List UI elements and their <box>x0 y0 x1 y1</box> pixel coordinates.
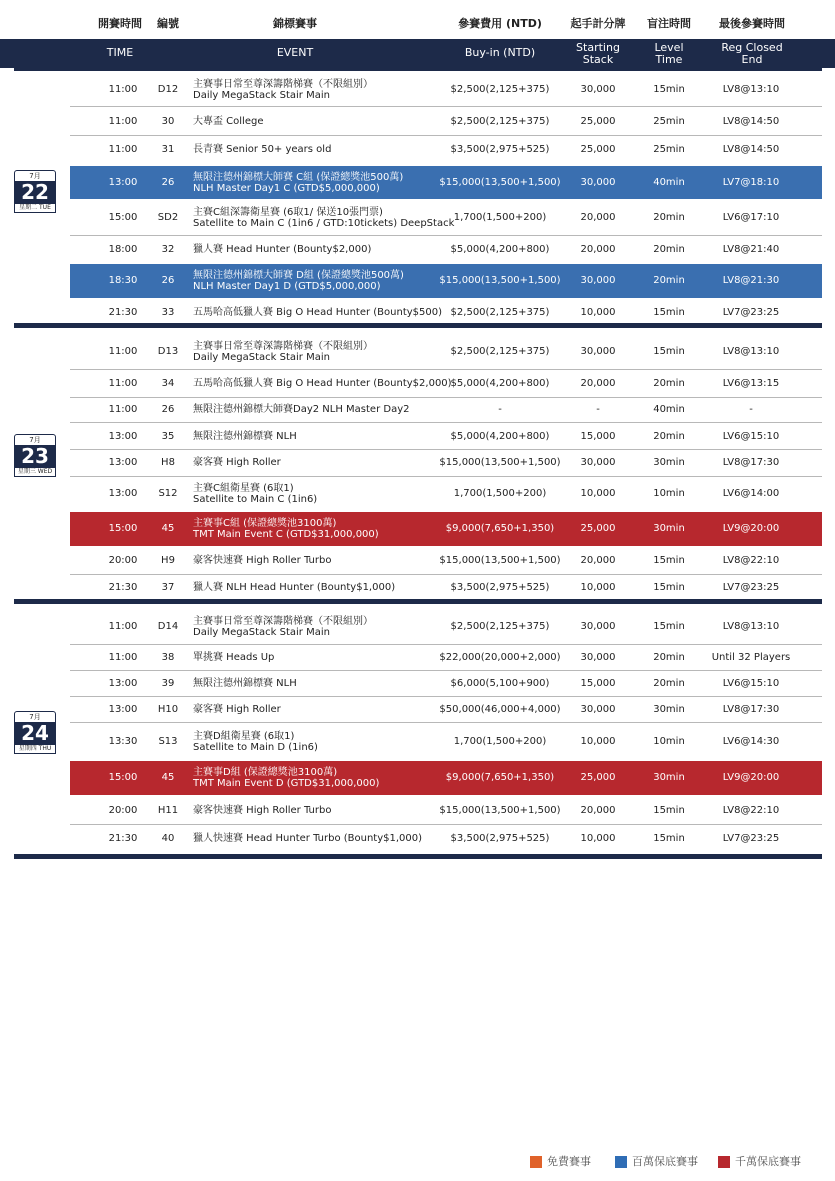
table-row <box>70 450 822 476</box>
cell-buyin: $2,500(2,125+375) <box>450 307 550 318</box>
cell-reg: LV6@17:10 <box>722 212 780 223</box>
cell-stack: 20,000 <box>580 244 616 255</box>
header-reg-en-2: End <box>741 53 763 66</box>
cell-stack: 10,000 <box>580 736 616 747</box>
cell-time: 15:00 <box>108 212 138 223</box>
cell-no: 26 <box>161 177 175 188</box>
event-name-cn: 豪客快速賽 High Roller Turbo <box>193 555 332 566</box>
cell-buyin: $22,000(20,000+2,000) <box>439 652 561 663</box>
cell-no: 33 <box>161 307 175 318</box>
cell-level: 30min <box>653 457 685 468</box>
date-weekday: 星期四 THU <box>14 744 56 754</box>
cell-event <box>193 767 379 789</box>
event-name-cn: 長青賽 Senior 50+ years old <box>193 144 332 155</box>
cell-no: 31 <box>161 144 175 155</box>
event-name-cn: 主賽事C組 (保證總獎池3100萬) <box>193 518 337 529</box>
cell-level: 15min <box>653 555 685 566</box>
cell-buyin: $15,000(13,500+1,500) <box>439 555 561 566</box>
cell-time: 13:00 <box>108 704 138 715</box>
cell-level: 15min <box>653 346 685 357</box>
day-divider-bar <box>14 66 822 71</box>
cell-time: 13:00 <box>108 177 138 188</box>
cell-event <box>193 378 452 389</box>
cell-level: 15min <box>653 621 685 632</box>
cell-reg: - <box>749 404 753 415</box>
event-name-cn: 五馬哈高低獵人賽 Big O Head Hunter (Bounty$500) <box>193 307 443 318</box>
cell-event <box>193 652 274 663</box>
event-name-cn: 主賽事日常至尊深籌階梯賽（不限組別） <box>193 616 373 627</box>
cell-stack: 25,000 <box>580 116 616 127</box>
cell-reg: LV6@14:00 <box>722 488 780 499</box>
cell-stack: 30,000 <box>580 621 616 632</box>
date-badge <box>14 711 56 754</box>
header-reg-en <box>702 42 802 66</box>
cell-time: 20:00 <box>108 805 138 816</box>
cell-no: 39 <box>161 678 175 689</box>
cell-event <box>193 483 317 505</box>
cell-event <box>193 518 379 540</box>
cell-no: D13 <box>157 346 179 357</box>
cell-buyin: $6,000(5,100+900) <box>450 678 550 689</box>
cell-buyin: $3,500(2,975+525) <box>450 144 550 155</box>
cell-reg: Until 32 Players <box>711 652 791 663</box>
cell-no: SD2 <box>157 212 179 223</box>
event-name-cn: 主賽事日常至尊深籌階梯賽（不限組別） <box>193 341 373 352</box>
cell-no: D14 <box>157 621 179 632</box>
cell-no: 34 <box>161 378 175 389</box>
row-separator <box>70 422 822 423</box>
cell-stack: 25,000 <box>580 144 616 155</box>
table-row <box>70 797 822 824</box>
header-stack-cn: 起手計分牌 <box>570 17 626 30</box>
cell-reg: LV6@13:15 <box>722 378 780 389</box>
cell-stack: 10,000 <box>580 488 616 499</box>
cell-stack: - <box>596 404 600 415</box>
table-row <box>70 671 822 696</box>
date-day: 22 <box>14 182 56 203</box>
cell-level: 40min <box>653 404 685 415</box>
cell-reg: LV6@14:30 <box>722 736 780 747</box>
cell-level: 20min <box>653 244 685 255</box>
event-name-en: TMT Main Event C (GTD$31,000,000) <box>193 529 379 540</box>
cell-event <box>193 404 409 415</box>
cell-no: S13 <box>158 736 178 747</box>
cell-no: H8 <box>161 457 175 468</box>
header-reg-en-1: Reg Closed <box>721 41 783 54</box>
table-row <box>70 74 822 106</box>
cell-level: 40min <box>653 177 685 188</box>
event-name-en: NLH Master Day1 C (GTD$5,000,000) <box>193 183 380 194</box>
header-event-cn: 錦標賽事 <box>273 17 317 30</box>
cell-no: 40 <box>161 833 175 844</box>
event-name-cn: 豪客賽 High Roller <box>193 704 281 715</box>
cell-no: 45 <box>161 523 175 534</box>
header-buyin-en: Buy-in (NTD) <box>464 46 536 59</box>
cell-stack: 10,000 <box>580 307 616 318</box>
cell-buyin: $15,000(13,500+1,500) <box>439 805 561 816</box>
cell-event <box>193 731 318 753</box>
header-time-cn: 開賽時間 <box>98 17 142 30</box>
date-badge <box>14 434 56 477</box>
cell-stack: 30,000 <box>580 457 616 468</box>
cell-reg: LV8@13:10 <box>722 84 780 95</box>
event-name-cn: 獵人快速賽 Head Hunter Turbo (Bounty$1,000) <box>193 833 423 844</box>
event-name-en: TMT Main Event D (GTD$31,000,000) <box>193 778 380 789</box>
cell-time: 15:00 <box>108 523 138 534</box>
cell-reg: LV8@17:30 <box>722 704 780 715</box>
cell-no: 45 <box>161 772 175 783</box>
table-end-bar <box>14 854 822 859</box>
header-event-en: EVENT <box>276 46 314 59</box>
cell-time: 21:30 <box>108 307 138 318</box>
day-divider-bar <box>14 599 822 604</box>
date-weekday: 星期二 TUE <box>14 203 56 213</box>
event-name-cn: 主賽C組深籌衛星賽 (6取1/ 保送10張門票) <box>193 207 383 218</box>
cell-level: 20min <box>653 678 685 689</box>
event-name-en: Satellite to Main D (1in6) <box>193 742 318 753</box>
event-name-cn: 豪客快速賽 High Roller Turbo <box>193 805 332 816</box>
legend-million-swatch <box>615 1156 627 1168</box>
event-name-cn: 無限注德州錦標大師賽 C組 (保證總獎池500萬) <box>193 172 404 183</box>
event-name-cn: 大專盃 College <box>193 116 264 127</box>
cell-event <box>193 341 373 363</box>
table-row <box>70 512 822 546</box>
legend-tenmillion-swatch <box>718 1156 730 1168</box>
row-separator <box>70 644 822 645</box>
cell-time: 11:00 <box>108 621 138 632</box>
event-name-en: Daily MegaStack Stair Main <box>193 352 330 363</box>
cell-stack: 20,000 <box>580 805 616 816</box>
date-month: 7月 <box>14 170 56 182</box>
event-name-en: Daily MegaStack Stair Main <box>193 627 330 638</box>
cell-time: 11:00 <box>108 144 138 155</box>
cell-level: 15min <box>653 833 685 844</box>
date-day: 23 <box>14 446 56 467</box>
cell-time: 13:00 <box>108 431 138 442</box>
table-row <box>70 335 822 369</box>
cell-reg: LV6@15:10 <box>722 431 780 442</box>
cell-level: 30min <box>653 523 685 534</box>
cell-time: 20:00 <box>108 555 138 566</box>
cell-stack: 15,000 <box>580 678 616 689</box>
cell-event <box>193 704 281 715</box>
table-row <box>70 761 822 795</box>
date-badge <box>14 170 56 213</box>
cell-buyin: $2,500(2,125+375) <box>450 346 550 357</box>
cell-level: 20min <box>653 652 685 663</box>
cell-level: 20min <box>653 431 685 442</box>
cell-stack: 20,000 <box>580 212 616 223</box>
cell-event <box>193 457 281 468</box>
cell-no: 37 <box>161 582 175 593</box>
table-row <box>70 548 822 574</box>
cell-level: 15min <box>653 805 685 816</box>
day-divider-bar <box>14 323 822 328</box>
header-level-en-1: Level <box>654 41 684 54</box>
cell-stack: 10,000 <box>580 582 616 593</box>
cell-reg: LV7@23:25 <box>722 833 780 844</box>
cell-reg: LV8@14:50 <box>722 116 780 127</box>
header-no-cn: 編號 <box>157 17 179 30</box>
event-name-en: NLH Master Day1 D (GTD$5,000,000) <box>193 281 381 292</box>
cell-buyin: 1,700(1,500+200) <box>453 212 547 223</box>
cell-time: 15:00 <box>108 772 138 783</box>
cell-buyin: $2,500(2,125+375) <box>450 116 550 127</box>
event-name-cn: 豪客賽 High Roller <box>193 457 281 468</box>
cell-stack: 20,000 <box>580 378 616 389</box>
cell-reg: LV8@13:10 <box>722 621 780 632</box>
event-name-cn: 無限注德州錦標賽 NLH <box>193 678 297 689</box>
cell-stack: 30,000 <box>580 177 616 188</box>
cell-event <box>193 431 297 442</box>
event-name-en: Daily MegaStack Stair Main <box>193 90 330 101</box>
cell-no: 30 <box>161 116 175 127</box>
cell-event <box>193 244 371 255</box>
cell-reg: LV8@22:10 <box>722 555 780 566</box>
event-name-en: Satellite to Main C (1in6) <box>193 494 318 505</box>
cell-buyin: $2,500(2,125+375) <box>450 84 550 95</box>
cell-time: 11:00 <box>108 346 138 357</box>
event-name-cn: 單挑賽 Heads Up <box>193 652 275 663</box>
cell-time: 11:00 <box>108 116 138 127</box>
header-stack-en <box>560 42 636 66</box>
table-row <box>70 264 822 298</box>
header-reg-cn: 最後參賽時間 <box>719 17 785 30</box>
event-name-cn: 無限注德州錦標大師賽Day2 NLH Master Day2 <box>193 404 410 415</box>
event-name-en: Satellite to Main C (1in6 / GTD:10tickets) DeepStack <box>193 218 455 229</box>
table-row <box>70 201 822 235</box>
header-stack-en-1: Starting <box>576 41 620 54</box>
cell-time: 13:00 <box>108 678 138 689</box>
row-separator <box>70 106 822 107</box>
cell-time: 18:30 <box>108 275 138 286</box>
header-buyin-cn: 參賽費用 (NTD) <box>458 17 542 30</box>
cell-event <box>193 144 331 155</box>
cell-no: S12 <box>158 488 178 499</box>
cell-time: 21:30 <box>108 833 138 844</box>
cell-time: 11:00 <box>108 404 138 415</box>
cell-event <box>193 833 422 844</box>
cell-level: 20min <box>653 378 685 389</box>
cell-no: 26 <box>161 275 175 286</box>
header-level-en-2: Time <box>655 53 683 66</box>
cell-stack: 30,000 <box>580 704 616 715</box>
cell-buyin: $2,500(2,125+375) <box>450 621 550 632</box>
cell-time: 18:00 <box>108 244 138 255</box>
cell-buyin: $5,000(4,200+800) <box>450 378 550 389</box>
cell-reg: LV8@17:30 <box>722 457 780 468</box>
table-row <box>70 477 822 510</box>
event-name-cn: 獵人賽 Head Hunter (Bounty$2,000) <box>193 244 372 255</box>
date-month: 7月 <box>14 711 56 723</box>
cell-reg: LV8@14:50 <box>722 144 780 155</box>
cell-no: H9 <box>161 555 175 566</box>
cell-stack: 30,000 <box>580 84 616 95</box>
legend-tenmillion-label: 千萬保底賽事 <box>735 1155 801 1168</box>
cell-event <box>193 616 373 638</box>
table-row <box>70 575 822 601</box>
date-day: 24 <box>14 723 56 744</box>
event-name-cn: 主賽D組衛星賽 (6取1) <box>193 731 295 742</box>
cell-buyin: $3,500(2,975+525) <box>450 833 550 844</box>
cell-stack: 20,000 <box>580 555 616 566</box>
cell-no: 35 <box>161 431 175 442</box>
cell-buyin: 1,700(1,500+200) <box>453 736 547 747</box>
event-name-cn: 無限注德州錦標大師賽 D組 (保證總獎池500萬) <box>193 270 404 281</box>
header-level-en <box>636 42 702 66</box>
header-time-en: TIME <box>106 46 134 59</box>
table-row <box>70 646 822 670</box>
table-row <box>70 723 822 760</box>
cell-buyin: $3,500(2,975+525) <box>450 582 550 593</box>
cell-event <box>193 270 404 292</box>
cell-stack: 30,000 <box>580 652 616 663</box>
cell-stack: 10,000 <box>580 833 616 844</box>
cell-buyin: 1,700(1,500+200) <box>453 488 547 499</box>
cell-no: H11 <box>157 805 179 816</box>
cell-level: 15min <box>653 307 685 318</box>
event-name-cn: 獵人賽 NLH Head Hunter (Bounty$1,000) <box>193 582 396 593</box>
cell-level: 15min <box>653 582 685 593</box>
cell-event <box>193 116 264 127</box>
cell-level: 25min <box>653 116 685 127</box>
cell-no: 32 <box>161 244 175 255</box>
event-name-cn: 主賽事日常至尊深籌階梯賽（不限組別） <box>193 79 373 90</box>
cell-time: 13:30 <box>108 736 138 747</box>
cell-reg: LV8@22:10 <box>722 805 780 816</box>
cell-buyin: $15,000(13,500+1,500) <box>439 457 561 468</box>
cell-reg: LV7@18:10 <box>722 177 780 188</box>
cell-level: 25min <box>653 144 685 155</box>
cell-reg: LV9@20:00 <box>722 772 780 783</box>
cell-level: 10min <box>653 736 685 747</box>
cell-buyin: $50,000(46,000+4,000) <box>439 704 561 715</box>
event-name-cn: 主賽C組衛星賽 (6取1) <box>193 483 294 494</box>
legend-million-label: 百萬保底賽事 <box>632 1155 698 1168</box>
cell-buyin: - <box>498 404 502 415</box>
table-row <box>70 697 822 722</box>
event-name-cn: 五馬哈高低獵人賽 Big O Head Hunter (Bounty$2,000) <box>193 378 452 389</box>
cell-reg: LV6@15:10 <box>722 678 780 689</box>
cell-buyin: $9,000(7,650+1,350) <box>445 772 555 783</box>
table-row <box>70 610 822 644</box>
cell-reg: LV9@20:00 <box>722 523 780 534</box>
legend-free-swatch <box>530 1156 542 1168</box>
cell-reg: LV8@13:10 <box>722 346 780 357</box>
cell-stack: 30,000 <box>580 275 616 286</box>
cell-no: D12 <box>157 84 179 95</box>
cell-buyin: $5,000(4,200+800) <box>450 244 550 255</box>
cell-event <box>193 307 442 318</box>
cell-time: 13:00 <box>108 457 138 468</box>
cell-stack: 25,000 <box>580 523 616 534</box>
cell-reg: LV8@21:40 <box>722 244 780 255</box>
date-month: 7月 <box>14 434 56 446</box>
cell-event <box>193 678 297 689</box>
event-name-cn: 無限注德州錦標賽 NLH <box>193 431 297 442</box>
table-row <box>70 136 822 163</box>
cell-event <box>193 172 403 194</box>
cell-event <box>193 79 373 101</box>
cell-stack: 25,000 <box>580 772 616 783</box>
cell-reg: LV7@23:25 <box>722 582 780 593</box>
table-row <box>70 237 822 262</box>
cell-no: 38 <box>161 652 175 663</box>
cell-no: 26 <box>161 404 175 415</box>
table-row <box>70 109 822 135</box>
cell-stack: 30,000 <box>580 346 616 357</box>
cell-time: 13:00 <box>108 488 138 499</box>
header-cn <box>0 0 835 36</box>
cell-event <box>193 582 395 593</box>
cell-level: 10min <box>653 488 685 499</box>
table-row <box>70 424 822 449</box>
cell-stack: 15,000 <box>580 431 616 442</box>
table-row <box>70 398 822 422</box>
cell-level: 20min <box>653 212 685 223</box>
cell-event <box>193 207 454 229</box>
cell-buyin: $5,000(4,200+800) <box>450 431 550 442</box>
cell-level: 30min <box>653 704 685 715</box>
row-separator <box>70 235 822 236</box>
legend-million <box>615 1153 698 1169</box>
table-row <box>70 166 822 199</box>
header-level-cn: 盲注時間 <box>647 17 691 30</box>
cell-reg: LV8@21:30 <box>722 275 780 286</box>
cell-time: 11:00 <box>108 652 138 663</box>
cell-level: 15min <box>653 84 685 95</box>
legend-free-label: 免費賽事 <box>547 1155 591 1168</box>
legend-free <box>530 1153 591 1169</box>
cell-level: 30min <box>653 772 685 783</box>
legend-tenmillion <box>718 1153 801 1169</box>
table-row <box>70 825 822 853</box>
cell-buyin: $9,000(7,650+1,350) <box>445 523 555 534</box>
cell-no: H10 <box>157 704 179 715</box>
header-en <box>0 39 835 68</box>
header-stack-en-2: Stack <box>582 53 614 66</box>
cell-reg: LV7@23:25 <box>722 307 780 318</box>
cell-event <box>193 805 331 816</box>
cell-time: 21:30 <box>108 582 138 593</box>
event-name-cn: 主賽事D組 (保證總獎池3100萬) <box>193 767 338 778</box>
cell-event <box>193 555 331 566</box>
cell-buyin: $15,000(13,500+1,500) <box>439 177 561 188</box>
cell-level: 20min <box>653 275 685 286</box>
cell-time: 11:00 <box>108 378 138 389</box>
cell-buyin: $15,000(13,500+1,500) <box>439 275 561 286</box>
table-row <box>70 300 822 325</box>
table-row <box>70 371 822 397</box>
row-separator <box>70 369 822 370</box>
cell-time: 11:00 <box>108 84 138 95</box>
date-weekday: 星期三 WED <box>14 467 56 477</box>
